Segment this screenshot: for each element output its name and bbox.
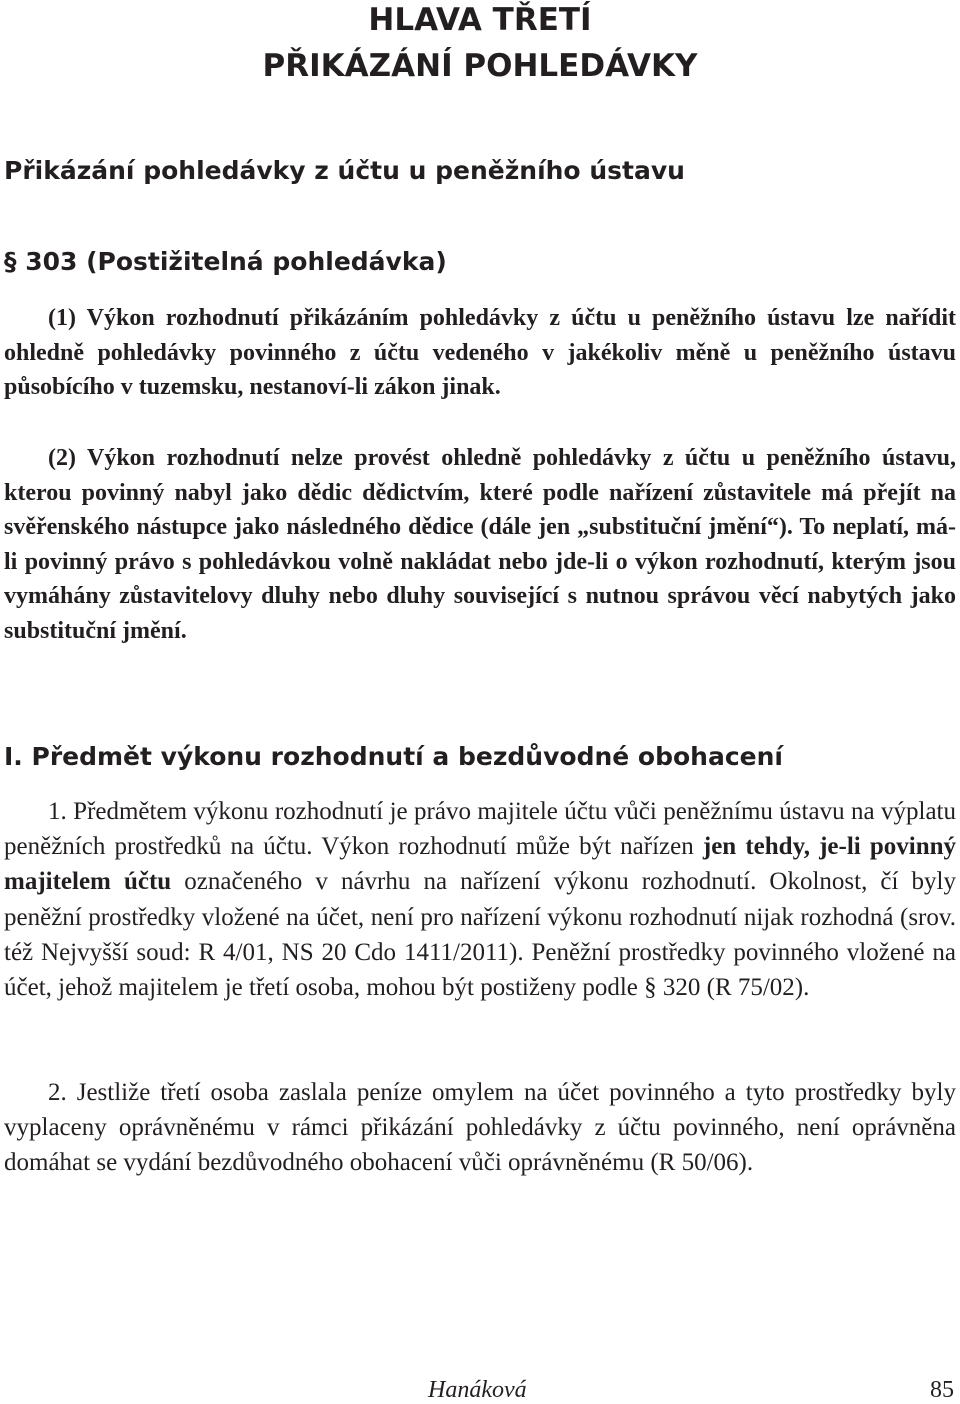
section-title: Přikázání pohledávky z účtu u peněžního ústavu [4,156,685,185]
commentary-paragraph-1-text-b: označeného v návrhu na nařízení výkonu rozhodnutí. Okolnost, čí byly peněžní prostředky vložené na účet, není pro nařízení výkonu rozhodnutí nijak rozhodná (srov. též Nejvyšší soud: R 4/01, NS 20 Cdo 1411/2011). Peněžní prostředky povinného vložené na účet, jehož majitelem je třetí osoba, mohou být postiženy podle § 320 (R 75/02). [4,868,957,1002]
law-paragraph-2-text: (2) Výkon rozhodnutí nelze provést ohledně pohledávky z účtu u peněžního ústavu, kterou povinný nabyl jako dědic dědictvím, které podle nařízení zůstavitele má přejít na svěřenského nástupce jako následného dědice (dále jen „substituční jmění“). To neplatí, má-li povinný právo s pohledávkou volně nakládat nebo jde-li o výkon rozhodnutí, kterým jsou vymáhány zůstavitelovy dluhy nebo dluhy související s nutnou správou věcí nabytých jako substituční jmění. [4,445,956,644]
law-paragraph-1-text: (1) Výkon rozhodnutí přikázáním pohledávky z účtu u peněžního ústavu lze nařídit ohledně pohledávky povinného z účtu vedeného v jakékoliv měně u peněžního ústavu působícího v tuzemsku, nestanoví-li zákon jinak. [4,305,956,400]
commentary-paragraph-1-text-a: 1. Předmětem výkonu rozhodnutí je právo majitele účtu vůči peněžnímu ústavu na výplatu peněžních prostředků na účtu. Výkon rozhodnutí může být nařízen [4,798,956,861]
chapter-title-line-2: PŘIKÁZÁNÍ POHLEDÁVKY [262,48,698,84]
law-paragraph-1 [4,301,956,405]
commentary-heading: I. Předmět výkonu rozhodnutí a bezdůvodné obohacení [4,742,783,771]
commentary-paragraph-2 [4,1075,956,1181]
footer-author: Hanáková [428,1377,527,1403]
paragraph-title: § 303 (Postižitelná pohledávka) [4,247,447,276]
commentary-paragraph-1-emphasis: jen tehdy, je-li povinný majitelem účtu [4,833,957,896]
page-number: 85 [930,1377,954,1403]
commentary-paragraph-1 [4,794,956,1005]
chapter-title-line-1: HLAVA TŘETÍ [368,2,592,38]
commentary-paragraph-2-text: 2. Jestliže třetí osoba zaslala peníze omylem na účet povinného a tyto prostředky byly vyplaceny oprávněnému v rámci přikázání pohledávky z účtu povinného, není oprávněna domáhat se vydání bezdůvodného obohacení vůči oprávněnému (R 50/06). [4,1079,956,1177]
law-paragraph-2 [4,441,956,648]
